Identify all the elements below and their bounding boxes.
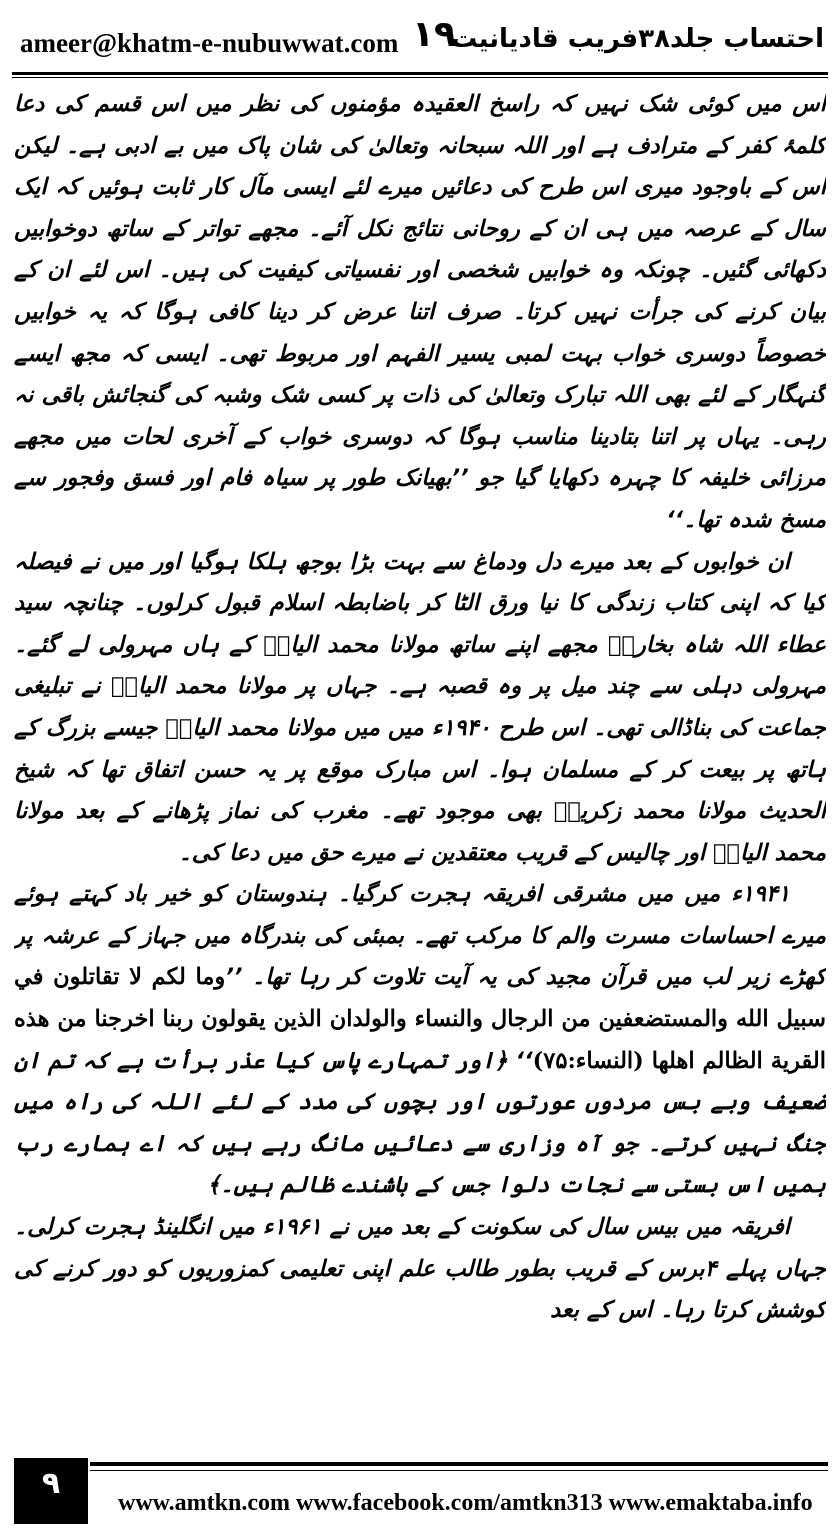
header-page-number: ۱۹ bbox=[412, 14, 456, 55]
paragraph-1: اس میں کوئی شک نہیں کہ راسخ العقیدہ مؤمنوں کی نظر میں اس قسم کی دعا کلمۂ کفر کے مترادف ہے اور اللہ سبحانہ وتعالیٰ کی شان پاک میں بے ادبی ہے۔ لیکن اس کے باوجود میری اس طرح کی دعائیں میرے لئے ایسی مآل کار ثابت ہوئیں کہ ایک سال کے عرصہ میں ہی ان کے روحانی نتائج نکل آئے۔ مجھے تواتر کے ساتھ دوخوابیں دکھائی گئیں۔ چونکہ وہ خوابیں شخصی اور نفسیاتی کیفیت کی ہیں۔ اس لئے ان کے بیان کرنے کی جرأت نہیں کرتا۔ صرف اتنا عرض کر دینا کافی ہوگا کہ یہ خوابیں خصوصاً دوسری خواب بہت لمبی یسیر الفہم اور مربوط تھی۔ ایسی کہ مجھ ایسے گنہگار کے لئے بھی اللہ تبارک وتعالیٰ کی ذات پر کسی شک وشبہ کی گنجائش باقی نہ رہی۔ یہاں پر اتنا بتادینا مناسب ہوگا کہ دوسری خواب کے آخری لحات میں مجھے مرزائی خلیفہ کا چہرہ دکھایا گیا جو ’’بھیانک طور پر سیاہ فام اور فسق وفجور سے مسخ شدہ تھا۔‘‘ bbox=[14, 91, 826, 533]
footer-rule-thin bbox=[90, 1470, 828, 1471]
paragraph-2: ان خوابوں کے بعد میرے دل ودماغ سے بہت بڑا بوجھ ہلکا ہوگیا اور میں نے فیصلہ کیا کہ اپنی کتاب زندگی کا نیا ورق الٹا کر باضابطہ اسلام قبول کرلوں۔ چنانچہ سید عطاء اللہ شاہ بخاریؒ مجھے اپنے ساتھ مولانا محمد الیاسؒ کے ہاں مہرولی لے گئے۔ مہرولی دہلی سے چند میل پر وہ قصبہ ہے۔ جہاں پر مولانا محمد الیاسؒ نے تبلیغی جماعت کی بناڈالی تھی۔ اس طرح ۱۹۴۰ء میں میں مولانا محمد الیاسؒ جیسے بزرگ کے ہاتھ پر بیعت کر کے مسلمان ہوا۔ اس مبارک موقع پر یہ حسن اتفاق تھا کہ شیخ الحدیث مولانا محمد زکریاؒ بھی موجود تھے۔ مغرب کی نماز پڑھانے کے بعد مولانا محمد الیاسؒ اور چالیس کے قریب معتقدین نے میرے حق میں دعا کی۔ bbox=[14, 548, 826, 866]
paragraph-3-text-a: ۱۹۴۱ء میں میں مشرقی افریقہ ہجرت کرگیا۔ ہندوستان کو خیر باد کہتے ہوئے میرے احساسات مسرت والم کا مرکب تھے۔ بمبئی کی بندرگاہ میں جہاز کے عرشہ پر کھڑے زیر لب میں قرآن مجید کی یہ آیت تلاوت کر رہا تھا۔ ’’ bbox=[14, 881, 826, 991]
paragraph-4: افریقہ میں بیس سال کی سکونت کے بعد میں نے ۱۹۶۱ء میں انگلینڈ ہجرت کرلی۔ جہاں پہلے ۴برس کے قریب بطور طالب علم اپنی تعلیمی کمزوریوں کو دور کرنے کی کوشش کرتا رہا۔ اس کے بعد bbox=[14, 1214, 826, 1324]
paragraph-3 bbox=[14, 874, 826, 1207]
header-rule-thin bbox=[12, 77, 828, 78]
page-body bbox=[14, 84, 826, 1436]
footer-rule bbox=[90, 1462, 828, 1466]
page-header bbox=[12, 8, 828, 70]
header-email[interactable]: ameer@khatm-e-nubuwwat.com bbox=[20, 28, 399, 58]
header-rule bbox=[12, 72, 828, 75]
footer-links[interactable]: www.amtkn.com www.facebook.com/amtkn313 www.emaktaba.info bbox=[118, 1490, 813, 1516]
header-title: احتساب جلد۳۸فریب قادیانیت bbox=[451, 24, 824, 54]
footer-page-number: ۹ bbox=[14, 1458, 88, 1524]
paragraph-3-text-b: ‘‘ ﴿اور تمہارے پاس کیا عذر برأت ہے کہ تم ان ضعیف وبے بس مردوں عورتوں اور بچوں کی مدد کے لئے اللہ کی راہ میں جنگ نہیں کرتے۔ جو آہ وزاری سے دعائیں مانگ رہے ہیں کہ اے ہمارے رب ہمیں اس بستی سے نجات دلوا جس کے باشندے ظالم ہیں۔﴾ bbox=[14, 1047, 826, 1199]
quran-verse: وما لكم لا تقاتلون في سبيل الله والمستضعفين من الرجال والنساء والولدان الذين يقولون ربنا اخرجنا من هذه القرية الظالم اهلها (النساء:۷۵) bbox=[14, 964, 826, 1074]
